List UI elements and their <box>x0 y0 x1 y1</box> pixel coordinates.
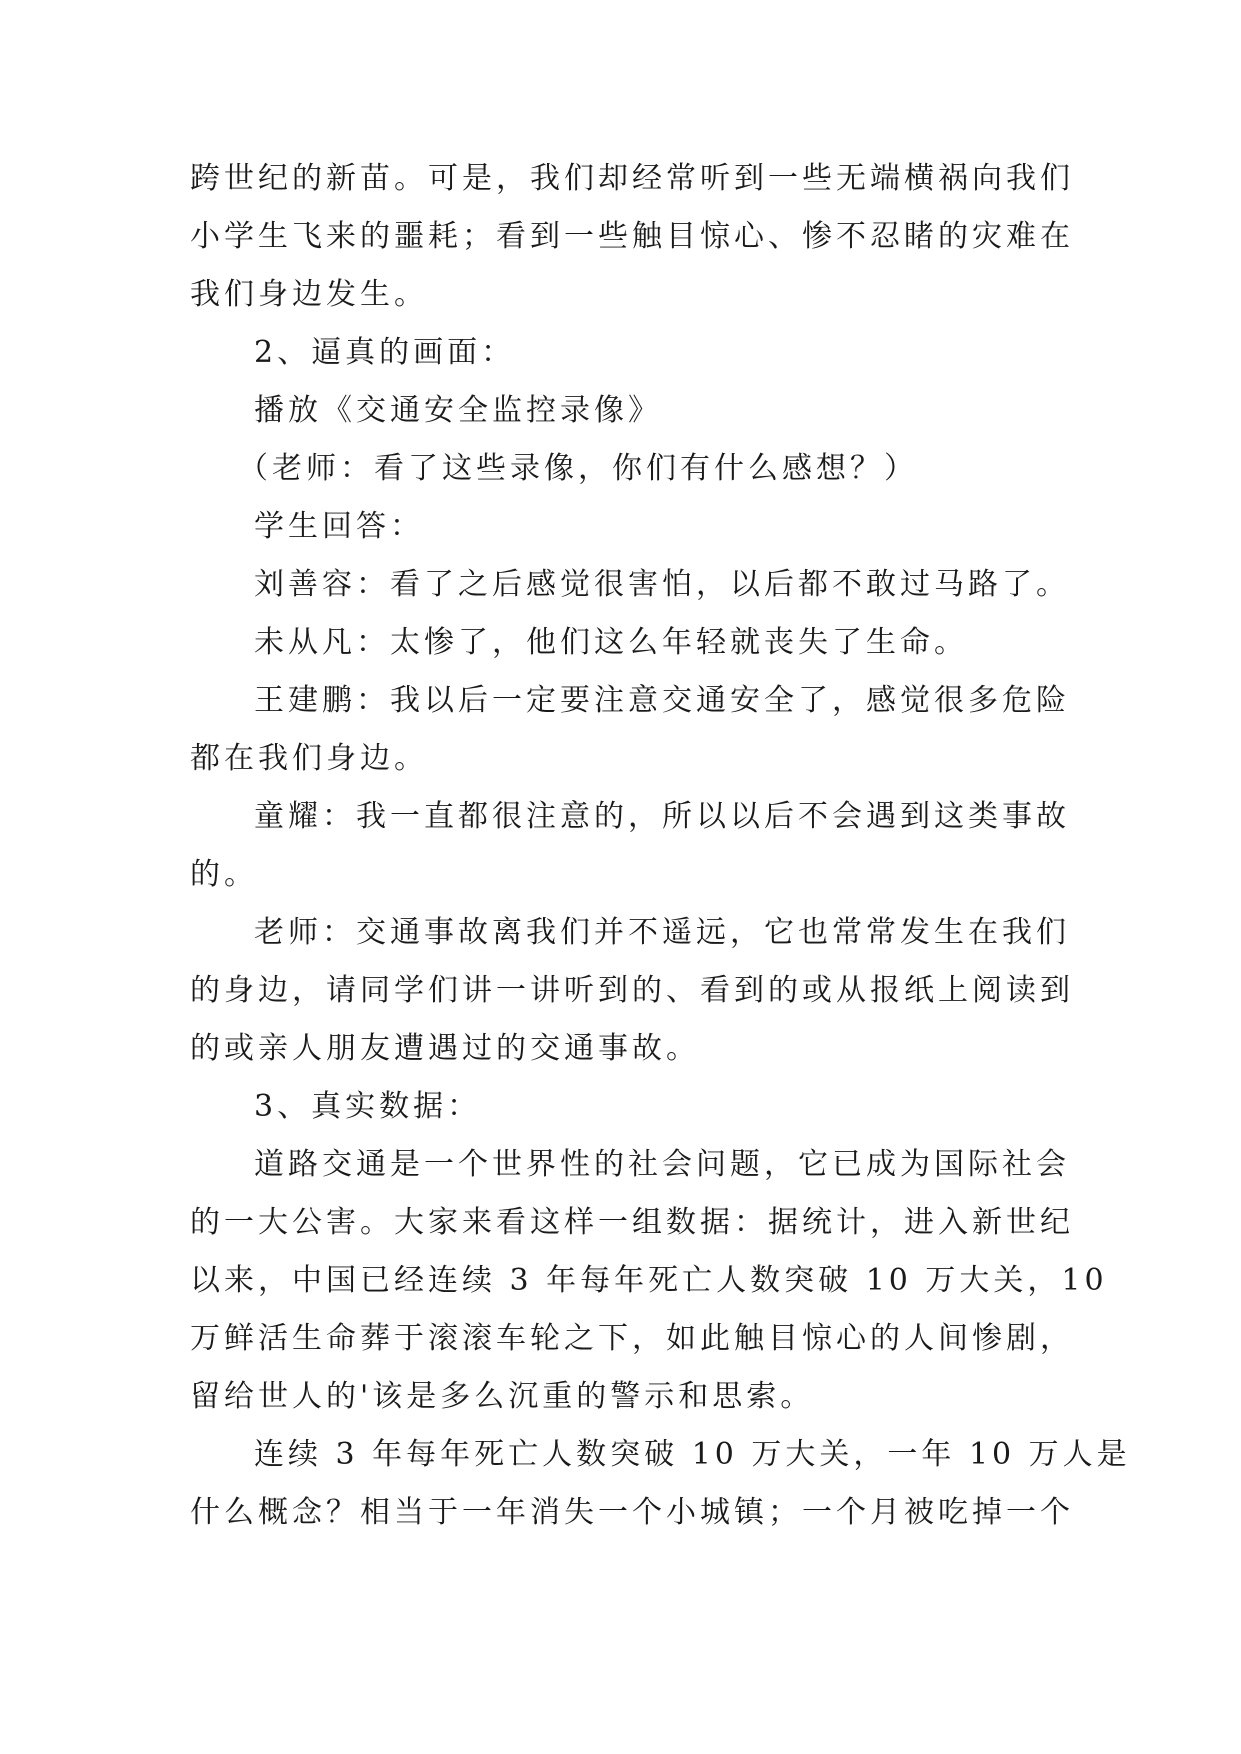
text-line: 小学生飞来的噩耗；看到一些触目惊心、惨不忍睹的灾难在 <box>190 219 1074 254</box>
text-line: 老师：交通事故离我们并不遥远，它也常常发生在我们 <box>254 915 1070 950</box>
text-line: 都在我们身边。 <box>190 741 428 776</box>
text-line: 的一大公害。大家来看这样一组数据：据统计，进入新世纪 <box>190 1205 1074 1240</box>
section-heading: 2、逼真的画面： <box>254 335 516 370</box>
text-line: 跨世纪的新苗。可是，我们却经常听到一些无端横祸向我们 <box>190 161 1074 196</box>
text-line: 我们身边发生。 <box>190 277 428 312</box>
document-body <box>190 150 1131 1542</box>
text-line: 童耀：我一直都很注意的，所以以后不会遇到这类事故 <box>254 799 1070 834</box>
text-line: 王建鹏：我以后一定要注意交通安全了，感觉很多危险 <box>254 683 1070 718</box>
text-line: 什么概念？相当于一年消失一个小城镇；一个月被吃掉一个 <box>190 1495 1074 1530</box>
text-line: 未从凡：太惨了，他们这么年轻就丧失了生命。 <box>254 625 968 660</box>
section-heading: 3、真实数据： <box>254 1089 482 1124</box>
text-line: 以来，中国已经连续 3 年每年死亡人数突破 10 万大关，10 <box>190 1263 1108 1298</box>
text-line: 刘善容：看了之后感觉很害怕，以后都不敢过马路了。 <box>254 567 1070 602</box>
text-line: 播放《交通安全监控录像》 <box>254 393 662 428</box>
text-line: 的身边，请同学们讲一讲听到的、看到的或从报纸上阅读到 <box>190 973 1074 1008</box>
text-line: 的或亲人朋友遭遇过的交通事故。 <box>190 1031 700 1066</box>
text-line: 万鲜活生命葬于滚滚车轮之下，如此触目惊心的人间惨剧， <box>190 1321 1074 1356</box>
text-line: 连续 3 年每年死亡人数突破 10 万大关，一年 10 万人是 <box>254 1437 1131 1472</box>
text-line: 留给世人的'该是多么沉重的警示和思索。 <box>190 1379 815 1414</box>
text-line: （老师：看了这些录像，你们有什么感想？） <box>238 451 918 486</box>
text-line: 学生回答： <box>254 509 424 544</box>
text-line: 的。 <box>190 857 258 892</box>
text-line: 道路交通是一个世界性的社会问题，它已成为国际社会 <box>254 1147 1070 1182</box>
